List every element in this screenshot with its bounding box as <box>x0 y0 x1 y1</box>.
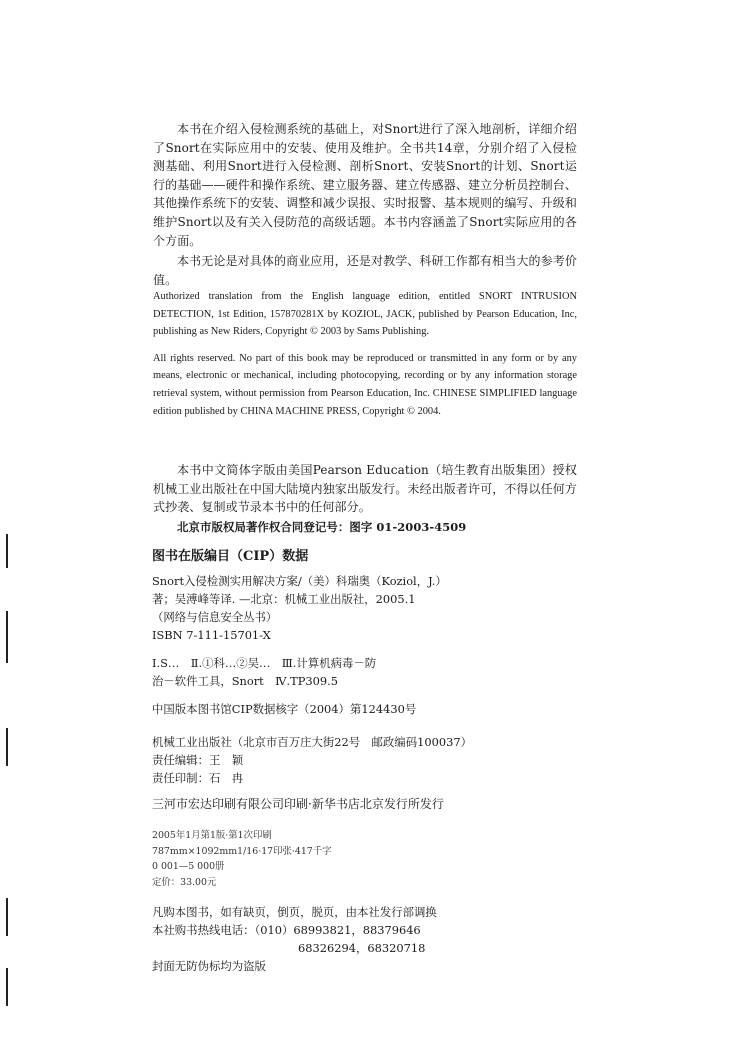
cip-entry-line: （网络与信息安全丛书） <box>152 610 278 624</box>
purchase-notice <box>152 903 576 975</box>
rights-paragraph: 本书中文简体字版由美国Pearson Education（培生教育出版集团）授权机械工业出版社在中国大陆境内独家出版发行。未经出版者许可，不得以任何方式抄袭、复制或节录本书中的任何部分。 <box>153 463 577 515</box>
english-paragraph: All rights reserved. No part of this book may be reproduced or transmitted in any form or by any means, electronic or mechanical, including photocopying, recording or by any information storage retrieval system, without permission from Pearson Education, Inc. CHINESE SIMPLIFIED language edition published by CHINA MACHINE PRESS, Copyright © 2004. <box>153 352 577 417</box>
cip-subject-line: 治－软件工具，Snort Ⅳ.TP309.5 <box>152 674 339 688</box>
book-description <box>153 120 577 289</box>
notice-line: 凡购本图书，如有缺页，倒页，脱页，由本社发行部调换 <box>152 905 437 919</box>
printer-info <box>152 795 576 813</box>
cip-entry-line: Snort入侵检测实用解决方案/（美）科瑞奥（Koziol，J.） <box>152 574 447 588</box>
notice-line: 封面无防伪标均为盗版 <box>152 959 266 973</box>
print-run-line: 0 001—5 000册 <box>152 861 225 872</box>
registration-number: 北京市版权局著作权合同登记号：图字 01-2003-4509 <box>177 519 467 534</box>
publisher-info <box>152 733 576 787</box>
binding-mark <box>6 728 8 766</box>
binding-mark <box>6 534 8 568</box>
printing-editor: 责任印制：石 冉 <box>152 771 244 785</box>
cip-block <box>152 545 576 718</box>
binding-mark <box>6 611 8 663</box>
cip-heading: 图书在版编目（CIP）数据 <box>152 549 309 564</box>
description-paragraph: 本书在介绍入侵检测系统的基础上，对Snort进行了深入地剖析，详细介绍了Snort在实际应用中的安装、使用及维护。全书共14章，分别介绍了入侵检测基础、利用Snort进行入侵检测、剖析Snort、安装Snort的计划、Snort运行的基础——硬件和操作系统、建立服务器、建立传感器、建立分析员控制台、其他操作系统下的安装、调整和减少误报、实时报警、基本规则的编写、升级和维护Snort以及有关入侵防范的高级话题。本书内容涵盖了Snort实际应用的各个方面。 <box>153 122 577 248</box>
edition-line: 2005年1月第1版·第1次印刷 <box>152 830 272 841</box>
responsible-editor: 责任编辑：王 颖 <box>152 753 244 767</box>
print-details <box>152 828 576 890</box>
description-paragraph: 本书无论是对具体的商业应用，还是对教学、科研工作都有相当大的参考价值。 <box>153 254 577 287</box>
binding-mark <box>6 898 8 936</box>
notice-phone-line: 本社购书热线电话：（010）68993821，88379646 <box>152 923 421 937</box>
notice-phone-line: 68326294，68320718 <box>298 941 426 955</box>
english-paragraph: Authorized translation from the English language edition, entitled SNORT INTRUSION DETECTION, 1st Edition, 157870281X by KOZIOL, JACK, published by Pearson Education, Inc, publishing as New Riders, Copyright © 2003 by Sams Publishing. <box>153 291 577 338</box>
isbn: ISBN 7-111-15701-X <box>152 628 271 642</box>
price-line: 定价：33.00元 <box>152 876 217 888</box>
cip-number: 中国版本图书馆CIP数据核字（2004）第124430号 <box>152 702 417 716</box>
cip-entry-line: 著；吴溥峰等译. —北京：机械工业出版社，2005.1 <box>152 592 416 606</box>
publisher-address: 机械工业出版社（北京市百万庄大街22号 邮政编码100037） <box>152 735 472 749</box>
printer-line: 三河市宏达印刷有限公司印刷·新华书店北京发行所发行 <box>152 797 444 811</box>
rights-statement <box>153 461 577 536</box>
binding-mark <box>6 968 8 1006</box>
cip-subject-line: Ⅰ.S… Ⅱ.①科…②吴… Ⅲ.计算机病毒－防 <box>152 656 377 670</box>
format-line: 787mm×1092mm1/16·17印张·417千字 <box>152 845 332 857</box>
english-copyright <box>153 288 577 420</box>
